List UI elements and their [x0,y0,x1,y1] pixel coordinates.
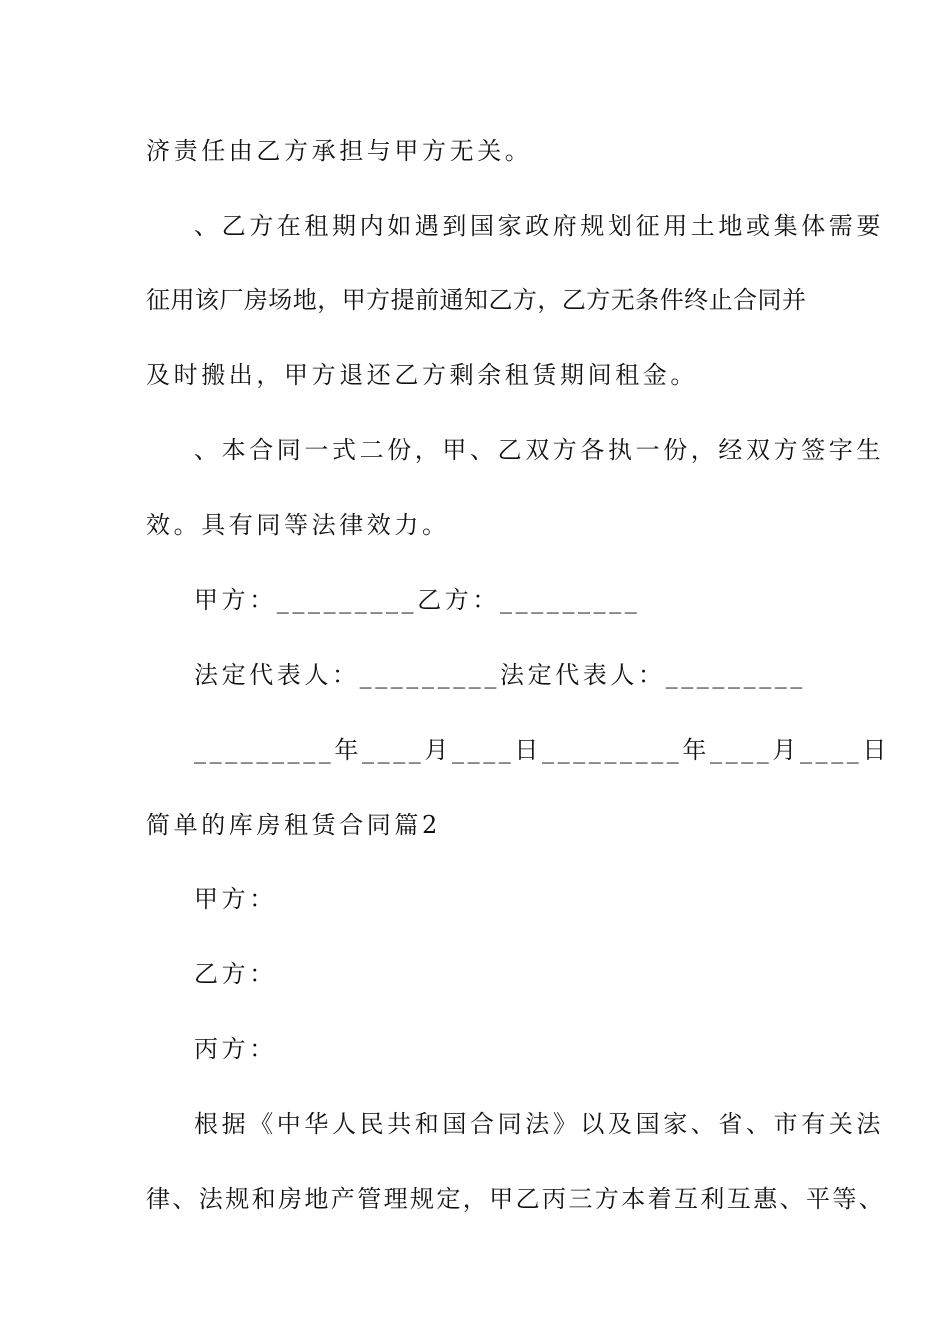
preamble-line-1: 根据《中华人民共和国合同法》以及国家、省、市有关法 [194,1110,884,1138]
legal-representative-line: 法定代表人：_________法定代表人：_________ [194,661,806,689]
party-signature-line: 甲方：_________乙方：_________ [194,586,641,614]
party-c-label: 丙方： [194,1035,277,1063]
date-signature-line: _________年____月____日_________年____月____日 [194,736,890,764]
clause-line-1: 、乙方在租期内如遇到国家政府规划征用土地或集体需要 [194,212,884,240]
party-a-label: 甲方： [194,885,277,913]
party-b-label: 乙方： [194,960,277,988]
preamble-line-2: 律、法规和房地产管理规定，甲乙丙三方本着互利互惠、平等、 [146,1185,886,1213]
paragraph-continuation: 济责任由乙方承担与甲方无关。 [146,137,533,165]
copies-clause-line-2: 效。具有同等法律效力。 [146,511,450,539]
copies-clause-line-1: 、本合同一式二份，甲、乙双方各执一份，经双方签字生 [194,436,884,464]
clause-line-3: 及时搬出，甲方退还乙方剩余租赁期间租金。 [146,361,698,389]
clause-line-2: 征用该厂房场地，甲方提前通知乙方，乙方无条件终止合同并 [146,286,806,314]
section-title: 简单的库房租赁合同篇2 [146,811,441,839]
